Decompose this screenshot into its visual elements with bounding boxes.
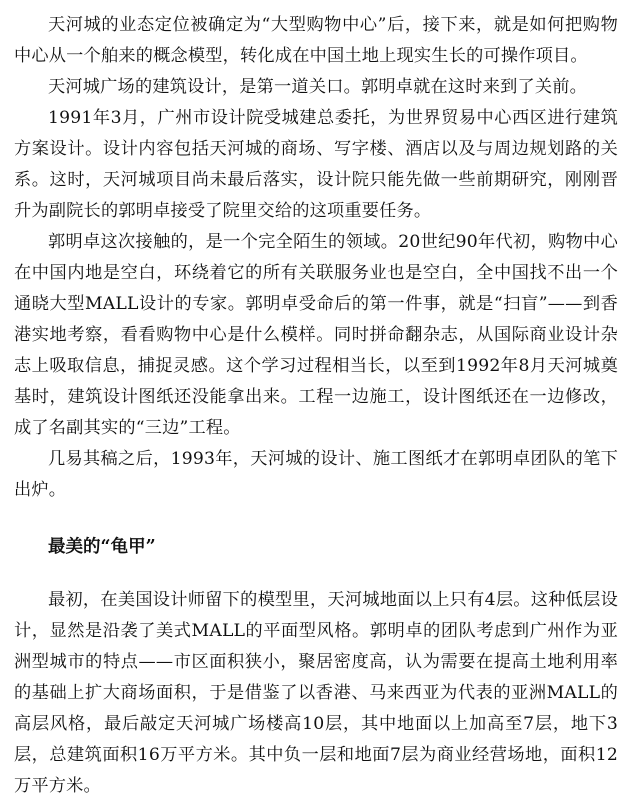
paragraph-4: 郭明卓这次接触的，是一个完全陌生的领域。20世纪90年代初，购物中心在中国内地是空白，环绕着它的所有关联服务业也是空白，全中国找不出一个通晓大型MALL设计的专家。郭明卓受命后的第一件事，就是“扫盲”——到香港实地考察，看看购物中心是什么模样。同时拼命翻杂志，从国际商业设计杂志上吸取信息，捕捉灵感。这个学习过程相当长，以至到1992年8月天河城奠基时，建筑设计图纸还没能拿出来。工程一边施工，设计图纸还在一边修改，成了名副其实的“三边”工程。 (14, 232, 618, 438)
paragraph-1: 天河城的业态定位被确定为“大型购物中心”后，接下来，就是如何把购物中心从一个舶来的概念模型，转化成在中国土地上现实生长的可操作项目。 (14, 15, 618, 66)
paragraph-2: 天河城广场的建筑设计，是第一道关口。郭明卓就在这时来到了关前。 (48, 77, 588, 97)
section-heading: 最美的“龟甲” (48, 537, 156, 557)
spacer (14, 506, 618, 532)
paragraph-5: 几易其稿之后，1993年，天河城的设计、施工图纸才在郭明卓团队的笔下出炉。 (14, 449, 618, 500)
paragraph-3: 1991年3月，广州市设计院受城建总委托，为世界贸易中心西区进行建筑方案设计。设计内容包括天河城的商场、写字楼、酒店以及与周边规划路的关系。这时，天河城项目尚未最后落实，设计院只能先做一些前期研究，刚刚晋升为副院长的郭明卓接受了院里交给的这项重要任务。 (14, 108, 618, 221)
paragraph-6: 最初，在美国设计师留下的模型里，天河城地面以上只有4层。这种低层设计，显然是沿袭了美式MALL的平面型风格。郭明卓的团队考虑到广州作为亚洲型城市的特点——市区面积狭小，聚居密度高，认为需要在提高土地利用率的基础上扩大商场面积，于是借鉴了以香港、马来西亚为代表的亚洲MALL的高层风格，最后敲定天河城广场楼高10层，其中地面以上加高至7层，地下3层，总建筑面积16万平方米。其中负一层和地面7层为商业经营场地，面积12万平方米。 (14, 590, 618, 796)
spacer (14, 563, 618, 585)
